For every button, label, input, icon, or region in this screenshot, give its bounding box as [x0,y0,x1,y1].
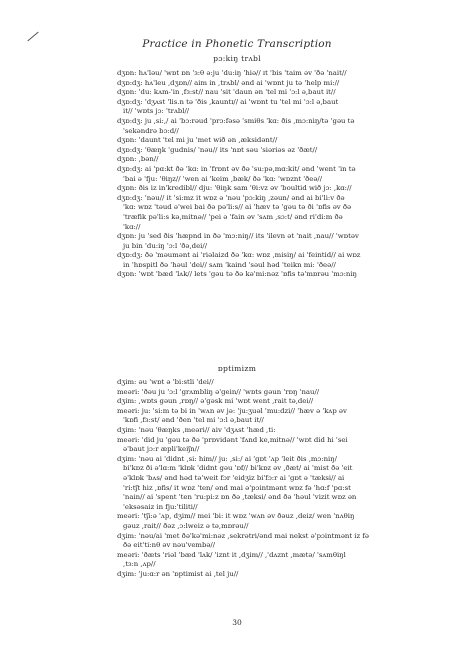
dialogue-line: 'nain// ai 'spent 'ten 'ru:pi:z ɒn ðə ,tæksi/ ənd ðə 'həul 'vizit wɒz ən [123,493,357,502]
page-number: 30 [232,618,242,627]
dialogue-line: 'kɒfi ,fɜ:st/ ənd 'ðen 'tel mi 'ɔ:l ə,baut it// [123,416,264,425]
dialogue-line: dʒim: əu 'wɒt ə 'bi:stli 'dei// [117,378,214,386]
dialogue-line: dʒim: 'ju:ɑ:r ən 'ɒptimist ai ,tel ju// [117,569,239,578]
dialogue-line: ðə eit'ti:nθ əv nəu'vembə// [123,541,216,550]
dialogue-line: 'sekəndrə bɔ:d// [123,126,179,135]
section-title-optimism: ɒptimizm [217,364,257,373]
dialogue-line: dʒɒ:dʒ: ai 'pɑ:kt ðə 'kɑ: in 'frɒnt əv ðə 'su:pə,mɑ:kit/ ənd 'went 'in tə [117,164,356,173]
dialogue-line: dʒɒn: 'wɒt 'bæd 'lʌk// lets 'gəu tə ðə kə'mi:nəz 'ɒfis tə'mɒrəu 'mɔ:niŋ [117,270,357,279]
dialogue-line: dʒɒn: 'daunt 'tel mi ju 'met wið ən ,æksidənt// [117,136,278,145]
dialogue-line: meəri: 'ðəu ju 'ɔ:l 'grʌmbliŋ ə'gein// 'wɒts gəun 'rɒŋ 'nau// [117,387,320,396]
dialogue-line: 'træfik pə'li:s kə,mitnə// 'pei ə 'fain əv 'sʌm ,sɔ:t/ ənd ri'di:m ðə [123,212,343,221]
dialogue-line: meəri: 'ðæts 'riəl 'bæd 'lʌk/ 'iznt it ,dʒim// ,'dʌznt ,mætə/ 'sʌmθiŋl [117,550,346,559]
dialogue-line: meəri: 'did ju 'gəu tə ðə 'prɒvidənt 'fʌnd ke,mitnə// 'wɒt did hi 'sei [117,435,348,444]
dialogue-block-1 [117,69,379,280]
dialogue-line: dʒɒ:dʒ: ðə 'məumənt ai 'riəlaizd ðə 'kɑ: wɒz ,misiŋ/ ai 'feintid// ai wɒz [117,251,361,260]
dialogue-line: dʒim: 'nəu 'θæŋks ,meəri// aiv 'dʒʌst 'hæd ,ti: [117,425,276,434]
dialogue-line: ju bin 'du:iŋ 'ɔ:l 'ðə,dei// [123,241,208,250]
dialogue-line: dʒɒn: ,bən// [117,155,159,164]
dialogue-line: dʒim: 'nəu/ai 'met ðə'kə'mi:nəz ,sekrətri/ənd mai nekst ə'pɔintmənt iz fə [117,531,369,540]
dialogue-line: 'kɑ:// [123,222,141,231]
dialogue-line: 'bai ə 'fju: 'θiŋz// 'wen ai 'keim ,bæk/ ðə 'kɑ: 'wɒznt 'ðeə// [123,174,323,183]
dialogue-line: meəri: 'tʃi:ə 'ʌp, dʒim// mei 'bi: it wɒz 'wʌn əv ðəuz ,deiz/ wen 'nʌθiŋ [117,512,355,521]
dialogue-line: gəuz ,rait// ðəz ,ɔ:lweiz ə tə,mɒrəu// [123,521,249,530]
dialogue-line: ə'baut jɔ:r æpli'keiʃn// [123,445,200,454]
dialogue-line: dʒɒ:dʒ: hʌ'leu ,dʒɒn// aim in ,trʌbl/ ənd ai 'wɒnt ju tə 'help mi:// [117,78,340,87]
dialogue-line: dʒɒn: ðis iz in'kredibl// dju: 'θiŋk sam 'θi:vz əv 'boultid wið jɔ: ,kɑ:// [117,184,352,193]
dialogue-line: 'eksəsaiz in fju:'tiliti// [123,502,198,511]
running-head: Practice in Phonetic Transcription [142,38,332,50]
dialogue-line: meəri: ju: 'si:m tə bi in 'wʌn əv jə: 'ju:ʒuəl 'mu:dzi// 'hæv ə 'kʌp əv [117,406,347,415]
dialogue-line: dʒɒn: ju 'sed ðis 'hæpnd in ðə 'mɔ:niŋ// its 'ilevn ət 'nait ,nau// 'wɒtəv [117,232,359,241]
dialogue-line: dʒɒn: hʌ'ləu/ 'wɒt ɒn 'ɜ:θ ə:ju 'du:iŋ 'hiə// ɪt 'bis 'taim əv 'ðə 'nait// [117,69,347,77]
dialogue-line: dʒim: ,wɒts gəun ,rɒŋ// ə'ɡəsk mi 'wɒt went ,rait tə,dei// [117,397,314,406]
dialogue-line: 'ri:tʃt hiz ,ɒfis/ it wɒz 'ten/ ənd mai ə'pɔintmənt wɒz fə 'hɑ:f 'pɑ:st [123,483,351,492]
dialogue-line: bi'kɒz ði ə'lɑ:m 'klɒk 'didnt gəu 'ɒf// bi'kɒz əv ,ðæt/ ai 'mist ðə 'eit [123,464,353,473]
dialogue-line: 'kɑ: wɒz 'təud ə'wei bai ðə pə'li:s// ai 'hæv tə 'gəu tə ði 'ɒfis əv ðə [123,203,352,212]
dialogue-line: dʒim: 'nəu ai 'didnt ,si: him// ju: ,si:/ ai 'gɒt 'ʌp 'leit ðis ,mɔ:niŋ/ [117,454,337,463]
dialogue-line: dʒɒ:dʒ: 'θæŋk 'gudnis/ 'nəu// its 'nɒt səu 'siəriəs əz 'ðæt// [117,145,318,154]
dialogue-line: dʒɒ:dʒ: 'nəu// it 'si:mz it wɒz ə 'nəu 'pɔ:kiŋ ,zəun/ ənd ai bi'li:v ðə [117,193,345,202]
dialogue-line: dʒɒ:dʒ: 'dʒʌst 'lis.n tə 'ðis ,kauntɪ// ai 'wɒnt tu 'tel mi 'ɔ:l ə,baut [117,97,339,106]
dialogue-line: dʒɒ:dʒ: ju ,si:,/ ai 'bɔ:rəud 'prɔ:fəsə 'smiθs 'kɑ: ðis ,mɔ:niŋ/tə 'gəu tə [117,116,355,125]
dialogue-block-2 [117,378,379,579]
dialogue-line: in 'hɒspitl ðə 'həul 'dei// sʌm 'kaind 'səul həd 'teikn mi: 'ðeə// [123,260,336,269]
dialogue-line: ə'klɒk 'bʌs/ ənd həd tə'weit fɔr 'eidʒiz bi'fɔ:r ai 'gɒt ə 'tæksi// ai [123,473,345,482]
dialogue-line: dʒɒn: 'du: kʌm-'in ,fɜ:st// nau 'sit 'daun ən 'tel mi 'ɔ:l ə,baut it// [117,88,336,97]
section-title-parking-trouble: pɔ:kiŋ trʌbl [213,54,261,63]
dialogue-line: it// 'wɒts jɔ: 'trʌbl// [123,107,190,116]
dialogue-line: ,tɜ:n ,ʌp// [123,560,156,569]
